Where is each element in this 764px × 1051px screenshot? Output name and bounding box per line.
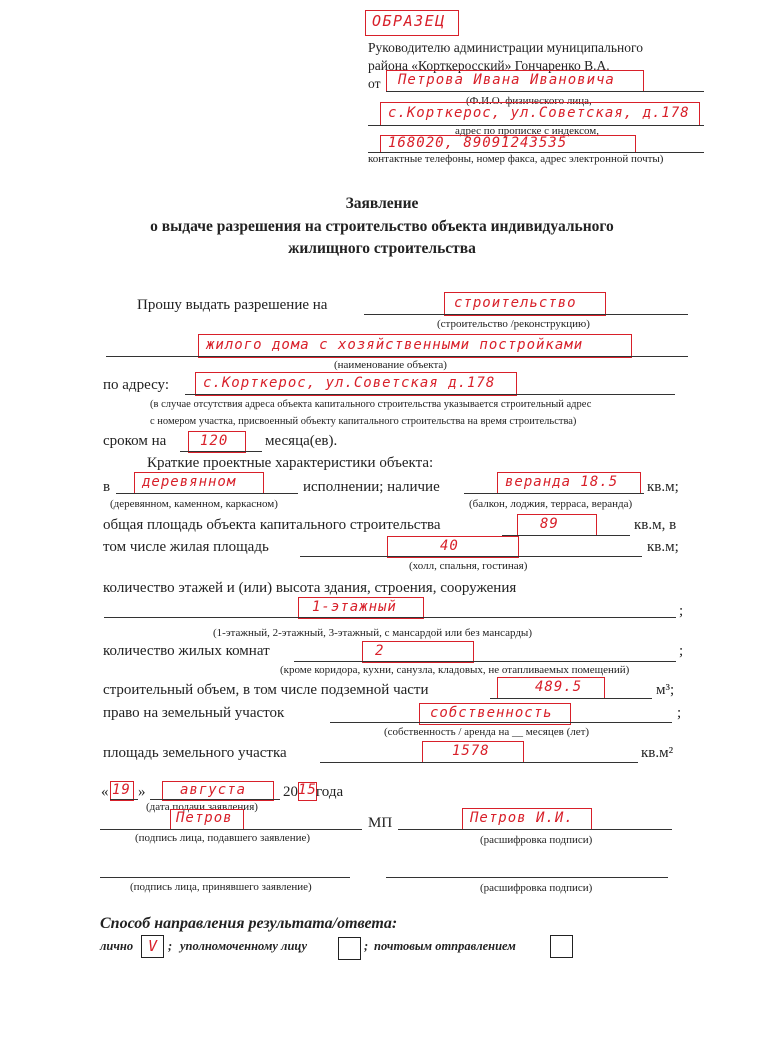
living-unit: кв.м;: [647, 539, 679, 555]
floors-label: количество этажей и (или) высота здания, строения, сооружения: [103, 580, 517, 596]
applicant-name: Петрова Ивана Ивановича: [398, 72, 615, 88]
extras-hint: (балкон, лоджия, терраса, веранда): [469, 498, 633, 510]
applicant-line: [386, 91, 704, 92]
rooms-label: количество жилых комнат: [103, 643, 270, 659]
land-area-value: 1578: [452, 743, 490, 759]
living-label: том числе жилая площадь: [103, 539, 269, 555]
sample-stamp: ОБРАЗЕЦ: [372, 12, 446, 30]
date-year-suffix: 15: [298, 782, 317, 798]
living-line: [300, 556, 642, 557]
extras-value: веранда 18.5: [505, 474, 619, 490]
term-suffix: месяца(ев).: [265, 433, 338, 449]
receiver-signature-line: [100, 877, 350, 878]
land-right-end: ;: [677, 705, 682, 721]
total-area-label: общая площадь объекта капитального строительства: [103, 517, 441, 533]
rooms-end: ;: [679, 643, 684, 659]
addressee-line-2: района «Корткеросский» Гончаренко В.А.: [368, 58, 610, 73]
mp-label: МП: [368, 815, 393, 831]
addressee-line-1: Руководителю администрации муниципального: [368, 40, 643, 55]
receiver-decode-hint: (расшифровка подписи): [480, 882, 593, 894]
total-area-value: 89: [540, 516, 559, 532]
object-line: [106, 356, 688, 357]
land-area-label: площадь земельного участка: [103, 745, 287, 761]
total-area-line: [502, 535, 630, 536]
delivery-heading: Способ направления результата/ответа:: [100, 915, 398, 932]
material-value: деревянном: [142, 474, 237, 490]
object-value: жилого дома с хозяйственными постройками: [206, 337, 584, 353]
living-value: 40: [440, 538, 459, 554]
floors-end: ;: [679, 603, 684, 619]
land-right-label: право на земельный участок: [103, 705, 285, 721]
land-right-line: [330, 722, 672, 723]
header-contacts: 168020, 89091243535: [388, 135, 568, 151]
living-hint: (холл, спальня, гостиная): [409, 560, 528, 572]
request-hint: (строительство /реконструкцию): [437, 318, 590, 330]
signature-line: [100, 829, 362, 830]
decode-value: Петров И.И.: [470, 810, 574, 826]
material-hint: (деревянном, каменном, каркасном): [110, 498, 278, 510]
document-title-2: о выдаче разрешения на строительство объекта индивидуального: [150, 218, 614, 235]
delivery-mail-checkbox[interactable]: [550, 935, 573, 958]
term-label: сроком на: [103, 433, 167, 449]
term-value: 120: [200, 433, 229, 449]
document-title-3: жилищного строительства: [288, 240, 476, 257]
request-line: [364, 314, 688, 315]
date-month: августа: [180, 782, 247, 798]
decode-line: [398, 829, 672, 830]
delivery-personal-label: лично: [100, 939, 134, 953]
volume-unit: м³;: [656, 682, 675, 698]
date-close-quote: »: [138, 784, 146, 800]
date-day-line: [110, 799, 138, 800]
total-area-unit: кв.м, в: [634, 517, 677, 533]
from-label: от: [368, 76, 381, 91]
request-label: Прошу выдать разрешение на: [137, 297, 328, 313]
volume-line: [490, 698, 652, 699]
decode-hint: (расшифровка подписи): [480, 834, 593, 846]
delivery-proxy-checkbox[interactable]: [338, 937, 361, 960]
applicant-hint: (Ф.И.О. физического лица,: [466, 95, 592, 107]
land-right-hint: (собственность / аренда на __ месяцев (лет): [384, 726, 590, 738]
land-right-value: собственность: [430, 705, 553, 721]
term-line: [180, 451, 262, 452]
address-label: по адресу:: [103, 377, 170, 393]
material-line: [116, 493, 298, 494]
address-hint-1: (в случае отсутствия адреса объекта капитального строительства указывается строительный адрес: [150, 399, 592, 410]
delivery-personal-mark: V: [148, 937, 159, 955]
object-address-value: с.Корткерос, ул.Советская д.178: [203, 375, 496, 391]
land-area-unit: кв.м²: [641, 745, 674, 761]
delivery-sep-2: ;: [364, 939, 369, 953]
land-area-line: [320, 762, 638, 763]
receiver-decode-line: [386, 877, 668, 878]
date-year-prefix: 20: [283, 784, 298, 800]
in-label: в: [103, 479, 111, 495]
date-month-line: [150, 799, 280, 800]
delivery-proxy-label: уполномоченному лицу: [180, 939, 308, 953]
header-address: с.Корткерос, ул.Советская, д.178: [388, 105, 690, 121]
extras-line: [464, 493, 644, 494]
volume-value: 489.5: [535, 679, 583, 695]
rooms-line: [294, 661, 676, 662]
delivery-mail-label: почтовым отправлением: [374, 939, 516, 953]
rooms-hint: (кроме коридора, кухни, санузла, кладовых, не отапливаемых помещений): [280, 664, 630, 676]
extras-unit: кв.м;: [647, 479, 679, 495]
document-title-1: Заявление: [345, 195, 419, 212]
volume-label: строительный объем, в том числе подземной части: [103, 682, 429, 698]
floors-hint: (1-этажный, 2-этажный, 3-этажный, с мансардой или без мансарды): [213, 627, 532, 639]
contacts-hint: контактные телефоны, номер факса, адрес электронной почты): [368, 153, 664, 165]
delivery-sep-1: ;: [168, 939, 173, 953]
floors-value: 1-этажный: [312, 599, 397, 615]
object-hint: (наименование объекта): [334, 359, 447, 371]
date-year-word: года: [316, 784, 344, 800]
specs-heading: Краткие проектные характеристики объекта:: [147, 455, 434, 471]
floors-line: [104, 617, 676, 618]
date-hint: (дата подачи заявления): [146, 801, 258, 813]
object-address-line: [185, 394, 675, 395]
date-day: 19: [112, 782, 131, 798]
rooms-value: 2: [375, 643, 385, 659]
execution-label: исполнении; наличие: [303, 479, 440, 495]
address-hint-2: с номером участка, присвоенный объекту капитального строительства на время строительства): [150, 416, 577, 427]
date-open-quote: «: [101, 784, 109, 800]
receiver-signature-hint: (подпись лица, принявшего заявление): [130, 881, 312, 893]
signature-hint: (подпись лица, подавшего заявление): [135, 832, 311, 844]
signature-value: Петров: [176, 810, 233, 826]
address-hint: адрес по прописке с индексом,: [455, 125, 599, 137]
request-value: строительство: [454, 295, 577, 311]
